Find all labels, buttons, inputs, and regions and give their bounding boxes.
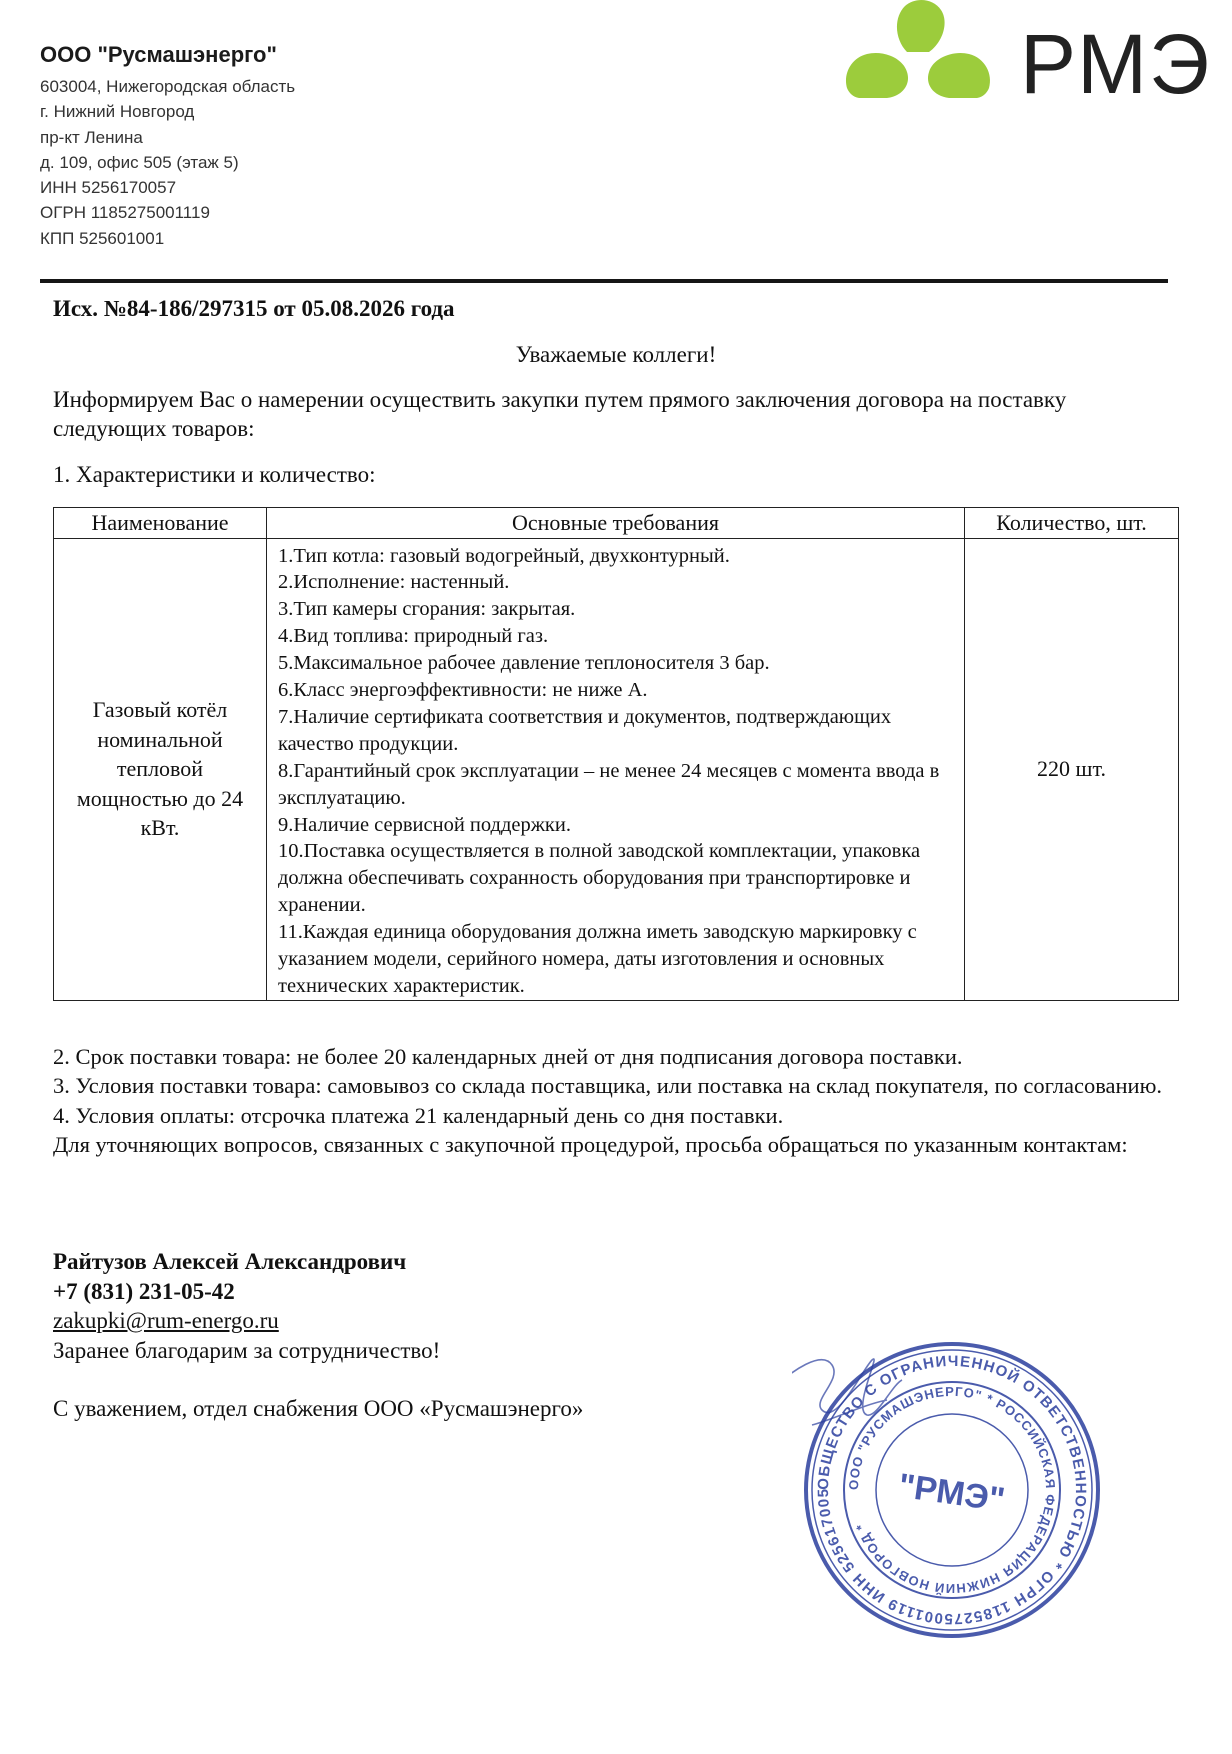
item-requirements: [267, 538, 965, 1000]
requirement-item: 7.Наличие сертификата соответствия и документов, подтверждающих качество продукции.: [278, 705, 892, 755]
header-requirements: Основные требования: [267, 508, 965, 539]
header-name: Наименование: [54, 508, 267, 539]
sender-name: ООО "Русмашэнерго": [40, 42, 277, 67]
sender-address-city: г. Нижний Новгород: [40, 102, 195, 122]
requirement-item: 9.Наличие сервисной поддержки.: [278, 813, 571, 836]
item-name: Газовый котёл номинальной тепловой мощностью до 24 кВт.: [54, 538, 267, 1000]
requirement-item: 11.Каждая единица оборудования должна иметь заводскую маркировку с указанием модели, серийного номера, даты изготовления и основных технических характеристик.: [278, 921, 917, 997]
sender-inn: ИНН 5256170057: [40, 178, 177, 198]
contact-phone[interactable]: +7 (831) 231-05-42: [53, 1278, 235, 1304]
header-divider: [40, 279, 1168, 283]
stamp-seal-icon: [792, 1330, 1112, 1650]
sender-address-street: пр-кт Ленина: [40, 127, 143, 147]
term-delivery-conditions: 3. Условия поставки товара: самовывоз со склада поставщика, или поставка на склад покупателя, по согласованию.: [53, 1073, 1163, 1099]
requirement-item: 5.Максимальное рабочее давление теплоносителя 3 бар.: [278, 652, 770, 675]
svg-text:ОБЩЕСТВО С ОГРАНИЧЕННОЙ ОТВЕТС: ОБЩЕСТВО С ОГРАНИЧЕННОЙ ОТВЕТСТВЕННОСТЬЮ * ОГРН 1185275001119 ИНН 525617005: [814, 1352, 1090, 1628]
item-quantity: 220 шт.: [965, 538, 1179, 1000]
closing-line: С уважением, отдел снабжения ООО «Русмашэнерго»: [53, 1396, 584, 1421]
contact-email-link[interactable]: zakupki@rum-energo.ru: [53, 1308, 279, 1333]
terms-block: [53, 1042, 1180, 1159]
svg-text:РМЭ: РМЭ: [1020, 17, 1212, 111]
svg-text:"РМЭ": "РМЭ": [895, 1466, 1008, 1520]
thanks-line: Заранее благодарим за сотрудничество!: [53, 1337, 441, 1363]
outgoing-reference: Исх. №84-186/297315 от 05.08.2026 года: [53, 296, 455, 321]
intro-paragraph: Информируем Вас о намерении осуществить закупки путем прямого заключения договора на поставку следующих товаров:: [53, 387, 1067, 441]
greeting: Уважаемые коллеги!: [515, 342, 717, 367]
table-row: [54, 538, 1179, 1000]
contact-person: Райтузов Алексей Александрович: [53, 1249, 407, 1274]
requirement-item: 4.Вид топлива: природный газ.: [278, 625, 549, 648]
section-1-heading: 1. Характеристики и количество:: [53, 462, 376, 487]
term-delivery-time: 2. Срок поставки товара: не более 20 календарных дней от дня подписания договора поставки.: [53, 1044, 963, 1069]
requirement-item: 3.Тип камеры сгорания: закрытая.: [278, 598, 576, 621]
requirement-item: 6.Класс энергоэффективности: не ниже А.: [278, 679, 648, 702]
sender-address-building: д. 109, офис 505 (этаж 5): [40, 152, 239, 172]
sender-ogrn: ОГРН 1185275001119: [40, 203, 210, 223]
requirement-item: 1.Тип котла: газовый водогрейный, двухконтурный.: [278, 544, 730, 567]
requirement-item: 10.Поставка осуществляется в полной заводской комплектации, упаковка должна обеспечивать сохранность оборудования при транспортировке и хранении.: [278, 840, 921, 917]
requirement-item: 8.Гарантийный срок эксплуатации – не менее 24 месяцев с момента ввода в эксплуатацию.: [278, 759, 940, 809]
table-header-row: [54, 508, 1179, 539]
requirements-table: [53, 507, 1179, 1001]
sender-address-region: 603004, Нижегородская область: [40, 77, 296, 96]
company-stamp: [792, 1330, 1112, 1650]
rme-logo-icon: [845, 0, 1212, 111]
sender-block: [40, 40, 295, 251]
term-contact-note: Для уточняющих вопросов, связанных с закупочной процедурой, просьба обращаться по указанным контактам:: [53, 1131, 1128, 1157]
sender-kpp: КПП 525601001: [40, 228, 165, 248]
term-payment: 4. Условия оплаты: отсрочка платежа 21 календарный день со дня поставки.: [53, 1102, 784, 1128]
company-logo: [845, 0, 1212, 111]
header-quantity: Количество, шт.: [965, 508, 1179, 539]
requirement-item: 2.Исполнение: настенный.: [278, 571, 510, 594]
svg-text:ООО "РУСМАШЭНЕРГО" * РОССИЙСКА: ООО "РУСМАШЭНЕРГО" * РОССИЙСКАЯ ФЕДЕРАЦИЯ НИЖНИЙ НОВГОРОД *: [845, 1383, 1059, 1597]
